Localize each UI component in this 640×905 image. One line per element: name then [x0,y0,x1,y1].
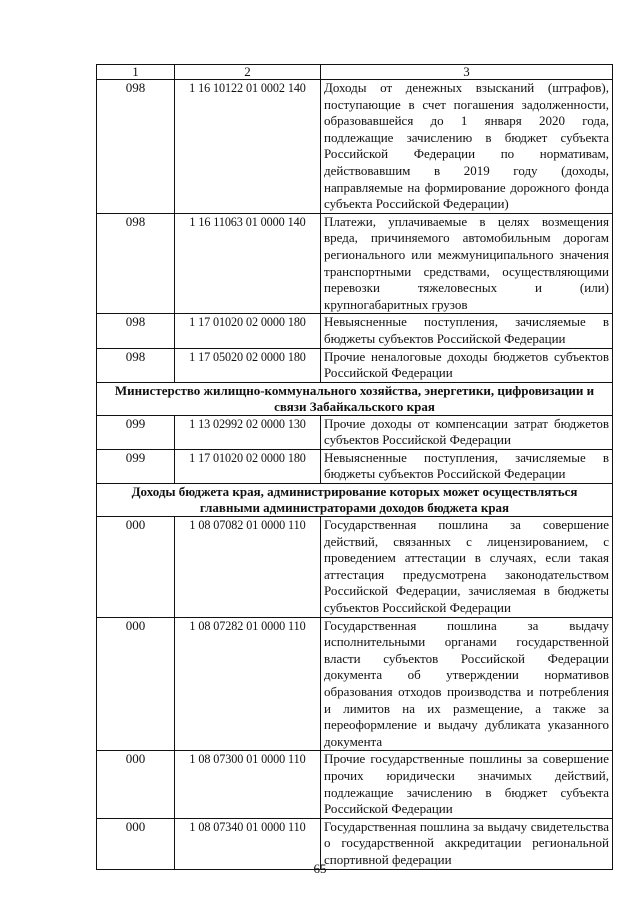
table-row [97,348,613,382]
revenue-description-cell: Государственная пошлина за выдачу исполнительными органами государственной власти субъектов Российской Федерации документа об утверждении нормативов образования отходов производства и потребления и лимитов на их размещение, а также за переоформление и выдачу дубликата указанного документа [321,617,613,751]
revenue-code-cell: 1 16 11063 01 0000 140 [175,213,321,314]
revenue-code-cell: 1 17 01020 02 0000 180 [175,449,321,483]
revenue-description-cell: Невыясненные поступления, зачисляемые в бюджеты субъектов Российской Федерации [321,314,613,348]
revenue-code-cell: 1 08 07082 01 0000 110 [175,517,321,618]
table-row [97,751,613,818]
revenue-description-cell: Доходы от денежных взысканий (штрафов), поступающие в счет погашения задолженности, образовавшейся до 1 января 2020 года, подлежащие зачислению в бюджет субъекта Российской Федерации по нормативам, действовавшим в 2019 году (доходы, направляемые на формирование дорожного фонда субъекта Российской Федерации) [321,80,613,214]
admin-code-cell: 098 [97,213,175,314]
section-heading: Доходы бюджета края, администрирование которых может осуществляться главными администраторами доходов бюджета края [97,484,613,517]
page-number: 65 [313,861,327,876]
table-row [97,517,613,618]
revenue-description-cell: Государственная пошлина за совершение действий, связанных с лицензированием, с проведением аттестации в случаях, если такая аттестация предусмотрена законодательством Российской Федерации, зачисляемая в бюджеты субъектов Российской Федерации [321,517,613,618]
revenue-code-cell: 1 17 05020 02 0000 180 [175,348,321,382]
table-row [97,80,613,214]
column-header-1: 1 [97,65,175,80]
revenue-code-cell: 1 08 07340 01 0000 110 [175,818,321,869]
admin-code-cell: 000 [97,751,175,818]
admin-code-cell: 098 [97,80,175,214]
revenue-table [96,64,613,870]
revenue-description-cell: Прочие неналоговые доходы бюджетов субъектов Российской Федерации [321,348,613,382]
revenue-code-cell: 1 08 07282 01 0000 110 [175,617,321,751]
section-heading: Министерство жилищно-коммунального хозяйства, энергетики, цифровизации и связи Забайкальского края [97,382,613,415]
admin-code-cell: 000 [97,617,175,751]
admin-code-cell: 099 [97,415,175,449]
admin-code-cell: 098 [97,314,175,348]
table-row [97,449,613,483]
revenue-code-cell: 1 13 02992 02 0000 130 [175,415,321,449]
section-heading-row [97,382,613,415]
admin-code-cell: 098 [97,348,175,382]
table-header-row [97,65,613,80]
revenue-description-cell: Прочие доходы от компенсации затрат бюджетов субъектов Российской Федерации [321,415,613,449]
admin-code-cell: 000 [97,818,175,869]
table-row [97,213,613,314]
column-header-3: 3 [321,65,613,80]
column-header-2: 2 [175,65,321,80]
revenue-code-cell: 1 08 07300 01 0000 110 [175,751,321,818]
revenue-description-cell: Государственная пошлина за выдачу свидетельства о государственной аккредитации региональной спортивной федерации [321,818,613,869]
section-heading-row [97,484,613,517]
revenue-description-cell: Прочие государственные пошлины за совершение прочих юридически значимых действий, подлежащие зачислению в бюджет субъекта Российской Федерации [321,751,613,818]
admin-code-cell: 000 [97,517,175,618]
admin-code-cell: 099 [97,449,175,483]
revenue-code-cell: 1 17 01020 02 0000 180 [175,314,321,348]
revenue-description-cell: Невыясненные поступления, зачисляемые в бюджеты субъектов Российской Федерации [321,449,613,483]
revenue-description-cell: Платежи, уплачиваемые в целях возмещения вреда, причиняемого автомобильным дорогам регионального или межмуниципального значения транспортными средствами, осуществляющими перевозки тяжеловесных и (или) крупногабаритных грузов [321,213,613,314]
table-row [97,617,613,751]
table-row [97,415,613,449]
revenue-code-cell: 1 16 10122 01 0002 140 [175,80,321,214]
table-row [97,314,613,348]
